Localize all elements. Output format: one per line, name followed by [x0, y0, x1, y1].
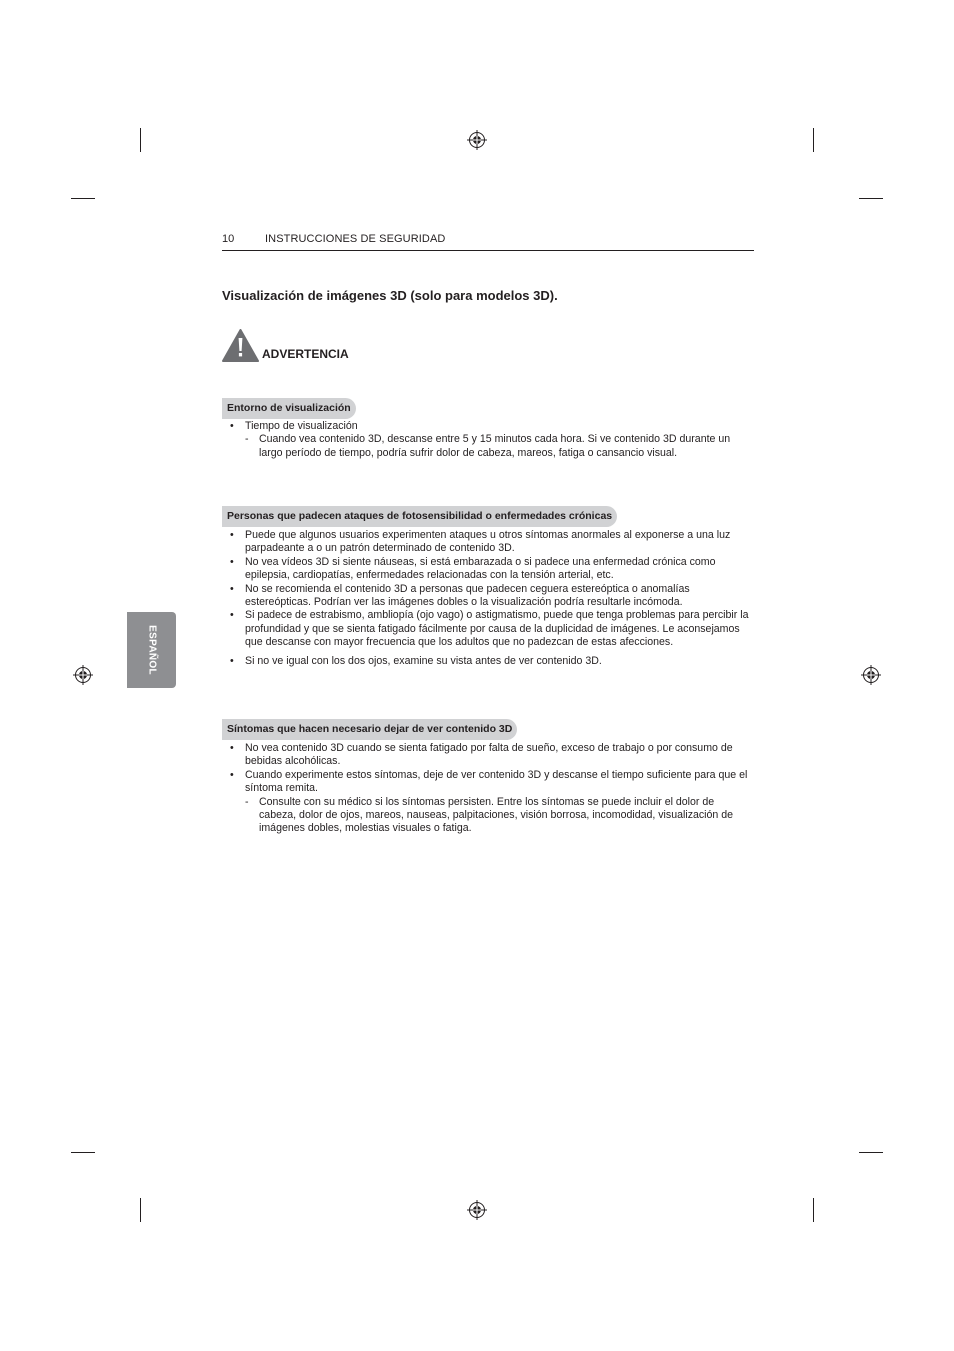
bullet-icon: •: [230, 654, 234, 667]
bullet-icon: •: [230, 420, 234, 432]
list-item: [230, 583, 750, 610]
crop-mark: [859, 198, 883, 199]
list-item-text: Si no ve igual con los dos ojos, examine su vista antes de ver contenido 3D.: [245, 654, 602, 667]
crop-mark: [140, 1198, 141, 1222]
sub-item: [230, 433, 750, 460]
language-tab: [127, 612, 176, 688]
crop-mark: [71, 198, 95, 199]
page-title: Visualización de imágenes 3D (solo para modelos 3D).: [222, 288, 558, 303]
list-item-text: Cuando experimente estos síntomas, deje de ver contenido 3D y descanse el tiempo suficiente para que el síntoma remita.: [245, 768, 748, 795]
crop-mark: [140, 128, 141, 152]
list-item-text: No vea contenido 3D cuando se sienta fatigado por falta de sueño, exceso de trabajo o por consumo de bebidas alcohólicas.: [245, 742, 733, 768]
section-list: [230, 529, 750, 668]
crop-mark: [813, 128, 814, 152]
sub-item: [230, 796, 750, 836]
page-number: 10: [222, 233, 235, 245]
bullet-icon: •: [230, 555, 234, 568]
list-item: [230, 769, 750, 796]
warning-block: [222, 329, 349, 362]
list-item-text: Si padece de estrabismo, ambliopía (ojo vago) o astigmatismo, puede que tenga problemas para percibir la profundidad y que se sienta fatigado fácilmente por causa de la duplicidad de imágenes. Le aconsejamos que descanse con mayor frecuencia que los adultos que no padezcan de estas afecciones.: [245, 609, 749, 649]
bullet-icon: •: [230, 609, 234, 622]
dash-icon: -: [245, 433, 249, 446]
crop-mark: [859, 1152, 883, 1153]
list-item-text: No se recomienda el contenido 3D a personas que padecen ceguera estereóptica o anomalías estereópticas. Podrían ver las imágenes dobles o la visualización podría resultarle incómoda.: [245, 582, 690, 609]
section-list: [230, 742, 750, 836]
language-tab-label: ESPAÑOL: [146, 625, 157, 675]
list-item: [230, 742, 750, 769]
list-item: [230, 556, 750, 583]
section-heading: Personas que padecen ataques de fotosensibilidad o enfermedades crónicas: [222, 506, 617, 527]
list-item: [230, 420, 750, 433]
list-item: [230, 529, 750, 556]
running-title: INSTRUCCIONES DE SEGURIDAD: [265, 233, 446, 245]
sub-item-text: Cuando vea contenido 3D, descanse entre 5 y 15 minutos cada hora. Si ve contenido 3D durante un largo período de tiempo, podría sufrir dolor de cabeza, mareos, fatiga o cansancio visual.: [259, 433, 731, 459]
section-list: [230, 420, 750, 460]
section-heading: Entorno de visualización: [222, 398, 356, 419]
registration-mark-icon: [467, 1200, 487, 1220]
bullet-icon: •: [230, 529, 234, 541]
warning-label: ADVERTENCIA: [262, 347, 349, 361]
header-rule: [222, 250, 754, 251]
list-item-text: Puede que algunos usuarios experimenten ataques u otros síntomas anormales al exponerse a una luz parpadeante a o un patrón determinado de contenido 3D.: [245, 529, 731, 555]
list-item-text: No vea vídeos 3D si siente náuseas, si está embarazada o si padece una enfermedad crónica como epilepsia, cardiopatías, enfermedades relacionadas con la tensión arterial, etc.: [245, 555, 716, 582]
section-heading: Síntomas que hacen necesario dejar de ver contenido 3D: [222, 719, 517, 740]
list-item: [230, 609, 750, 649]
dash-icon: -: [245, 795, 249, 808]
sub-item-text: Consulte con su médico si los síntomas persisten. Entre los síntomas se puede incluir el dolor de cabeza, dolor de ojos, mareos, nauseas, palpitaciones, visión borrosa, incomodidad, visualización de imágenes dobles, molestias visuales o fatiga.: [259, 795, 734, 835]
warning-triangle-icon: [222, 329, 259, 362]
registration-mark-icon: [73, 665, 93, 685]
bullet-icon: •: [230, 742, 234, 754]
registration-mark-icon: [467, 130, 487, 150]
crop-mark: [813, 1198, 814, 1222]
crop-mark: [71, 1152, 95, 1153]
list-item: [230, 655, 750, 668]
bullet-icon: •: [230, 768, 234, 781]
registration-mark-icon: [861, 665, 881, 685]
list-item-text: Tiempo de visualización: [245, 420, 358, 432]
bullet-icon: •: [230, 582, 234, 595]
